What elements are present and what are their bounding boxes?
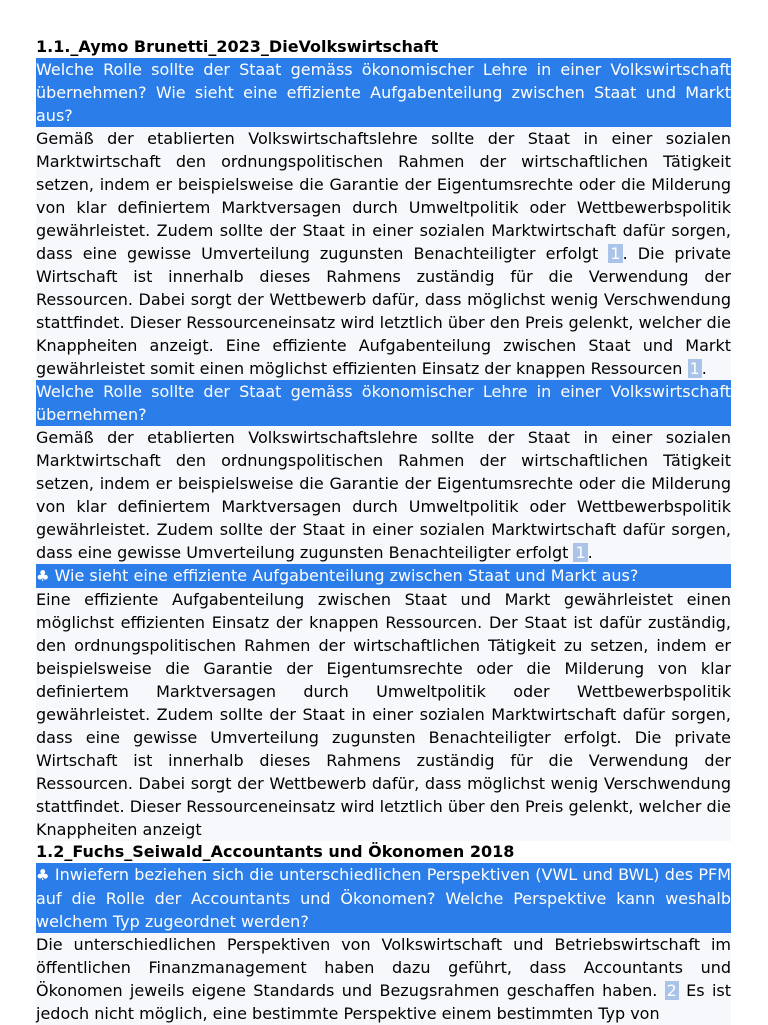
question-block [36,58,731,127]
club-icon: ♣ [36,567,50,585]
question-text: Wie sieht eine effiziente Aufgabenteilung zwischen Staat und Markt aus? [54,566,639,585]
answer-block: Gemäß der etablierten Volkswirtschaftslehre sollte der Staat in einer sozialen Marktwirtschaft den ordnungspolitischen Rahmen der wirtschaftlichen Tätigkeit setzen, indem er beispielsweise die Garantie der Eigentumsrechte oder die Milderung von klar definiertem Marktversagen durch Umweltpolitik oder Wettbewerbspolitik gewährleistet. Zudem sollte der Staat in einer sozialen Marktwirtschaft dafür sorgen, dass eine gewisse Umverteilung zugunsten Benachteiligter erfolgt 1 . [36,428,731,562]
answer-block: Eine effiziente Aufgabenteilung zwischen Staat und Markt gewährleistet einen möglichst effizienten Einsatz der knappen Ressourcen. Der Staat ist dafür zuständig, den ordnungspolitischen Rahmen der wirtschaftlichen Tätigkeit zu setzen, indem er beispielsweise die Garantie der Eigentumsrechte oder die Milderung von klar definiertem Marktversagen durch Umweltpolitik oder Wettbewerbspolitik gewährleistet. Zudem sollte der Staat in einer sozialen Marktwirtschaft dafür sorgen, dass eine gewisse Umverteilung zugunsten Benachteiligter erfolgt. Die private Wirtschaft ist innerhalb dieses Rahmens zuständig für die Verwendung der Ressourcen. Dabei sorgt der Wettbewerb dafür, dass möglichst wenig Verschwendung stattfindet. Dieser Ressourceneinsatz wird letztlich über den Preis gelenkt, welcher die Knappheiten anzeigt [36,590,731,839]
question-text: Inwiefern beziehen sich die unterschiedlichen Perspektiven (VWL und BWL) des PFM auf die Rolle der Accountants und Ökonomen? Welche Perspektive kann weshalb welchem Typ zugeordnet werden? [36,865,732,931]
question-block [36,863,731,933]
citation-ref[interactable]: 1 [689,359,700,378]
answer-block: Gemäß der etablierten Volkswirtschaftslehre sollte der Staat in einer sozialen Marktwirtschaft den ordnungspolitischen Rahmen der wirtschaftlichen Tätigkeit setzen, indem er beispielsweise die Garantie der Eigentumsrechte oder die Milderung von klar definiertem Marktversagen durch Umweltpolitik oder Wettbewerbspolitik gewährleistet. Zudem sollte der Staat in einer sozialen Marktwirtschaft dafür sorgen, dass eine gewisse Umverteilung zugunsten Benachteiligter erfolgt 1 . Die private Wirtschaft ist innerhalb dieses Rahmens zuständig für die Verwendung der Ressourcen. Dabei sorgt der Wettbewerb dafür, dass möglichst wenig Verschwendung stattfindet. Dieser Ressourceneinsatz wird letztlich über den Preis gelenkt, welcher die Knappheiten anzeigt. Eine effiziente Aufgabenteilung zwischen Staat und Markt gewährleistet somit einen möglichst effizienten Einsatz der knappen Ressourcen 1 . [36,129,732,378]
club-icon: ♣ [36,866,50,884]
citation-ref[interactable]: 1 [575,543,586,562]
answer-block: Die unterschiedlichen Perspektiven von Volkswirtschaft und Betriebswirtschaft im öffentlichen Finanzmanagement haben dazu geführt, dass Accountants und Ökonomen jeweils eigene Standards und Bezugsrahmen geschaffen haben. 2 Es ist jedoch nicht möglich, eine bestimmte Perspektive einem bestimmten Typ von [36,935,732,1023]
citation-ref[interactable]: 1 [610,244,621,263]
section-title: 1.1._Aymo Brunetti_2023_DieVolkswirtschaft [36,37,439,56]
section-title: 1.2_Fuchs_Seiwald_Accountants und Ökonomen 2018 [36,842,515,861]
citation-ref[interactable]: 2 [666,981,677,1000]
document-page [36,36,731,1025]
question-text: Welche Rolle sollte der Staat gemäss ökonomischer Lehre in einer Volkswirtschaft übernehmen? Wie sieht eine effiziente Aufgabenteilung zwischen Staat und Markt aus? [36,60,731,125]
question-block [36,380,731,426]
question-block [36,564,731,588]
question-text: Welche Rolle sollte der Staat gemäss ökonomischer Lehre in einer Volkswirtschaft übernehmen? [36,382,731,424]
